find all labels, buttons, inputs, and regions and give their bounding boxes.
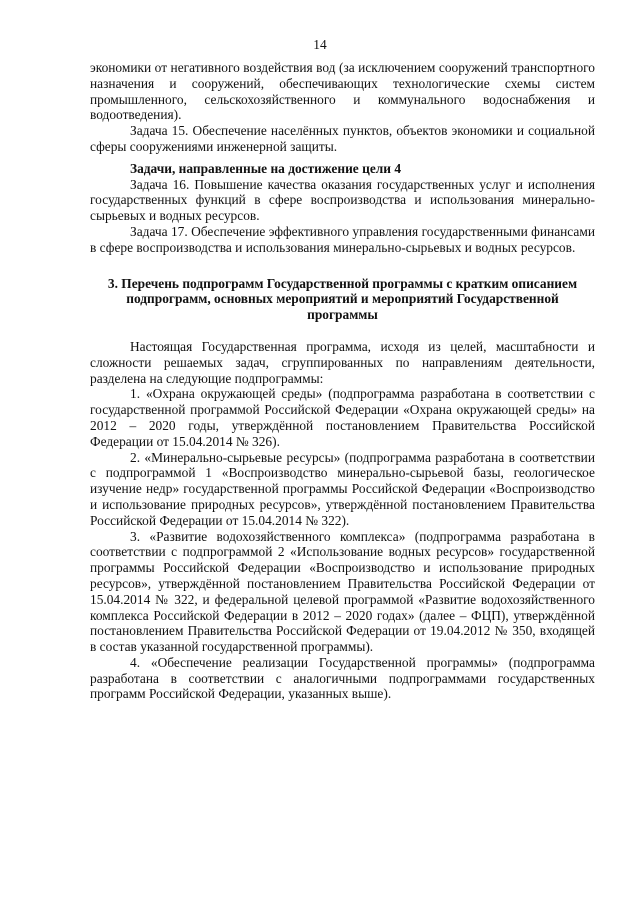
list-item-2: 2. «Минерально-сырьевые ресурсы» (подпрограмма разработана в соответствии с подпрограммой 1 «Воспроизводство минерально-сырьевой базы, геологическое изучение недр» государственной программы Российской Федерации «Воспроизводство и использование природных ресурсов», утверждённой постановлением Правительства Российской Федерации от 15.04.2014 № 322). (90, 449, 595, 528)
list-item-4: 4. «Обеспечение реализации Государственной программы» (подпрограмма разработана в соответствии с аналогичными подпрограммами государственных программ Российской Федерации, указанных выше). (90, 654, 595, 702)
paragraph-task-16: Задача 16. Повышение качества оказания государственных услуг и исполнения государственных функций в сфере воспроизводства и использования минерально-сырьевых и водных ресурсов. (90, 176, 595, 224)
paragraph-task-17: Задача 17. Обеспечение эффективного управления государственными финансами в сфере воспроизводства и использования минерально-сырьевых и водных ресурсов. (90, 223, 595, 255)
list-item-3: 3. «Развитие водохозяйственного комплекса» (подпрограмма разработана в соответствии с подпрограммой 2 «Использование водных ресурсов» государственной программы Российской Федерации «Воспроизводство и использование природных ресурсов», утверждённой постановлением Правительства Российской Федерации от 15.04.2014 № 322, и федеральной целевой программой «Развитие водохозяйственного комплекса Российской Федерации в 2012 – 2020 годах» (далее – ФЦП), утверждённой постановлением Правительства Российской Федерации от 19.04.2012 № 350, входящей в состав указанной государственной программы). (90, 528, 595, 655)
list-item-1: 1. «Охрана окружающей среды» (подпрограмма разработана в соответствии с государственной программой Российской Федерации «Охрана окружающей среды» на 2012 – 2020 годы, утверждённой постановлением Правительства Российской Федерации от 15.04.2014 № 326). (90, 386, 595, 449)
goal-4-heading: Задачи, направленные на достижение цели 4 (130, 160, 402, 176)
paragraph-task-15: Задача 15. Обеспечение населённых пунктов, объектов экономики и социальной сферы сооружениями инженерной защиты. (90, 123, 595, 154)
section-3-title: 3. Перечень подпрограмм Государственной программы с кратким описанием подпрограмм, основных мероприятий и мероприятий Государственной программы (107, 275, 578, 323)
document-body (90, 60, 595, 702)
paragraph-intro: Настоящая Государственная программа, исходя из целей, масштабности и сложности решаемых задач, сгруппированных по направлениям деятельности, разделена на следующие подпрограммы: (90, 338, 595, 386)
page-number: 14 (313, 37, 327, 52)
paragraph-continuation: экономики от негативного воздействия вод (за исключением сооружений транспортного назначения и сооружений, обеспечивающих технологические схемы систем промышленного, сельскохозяйственного и коммунального водоснабжения и водоотведения). (90, 60, 595, 123)
